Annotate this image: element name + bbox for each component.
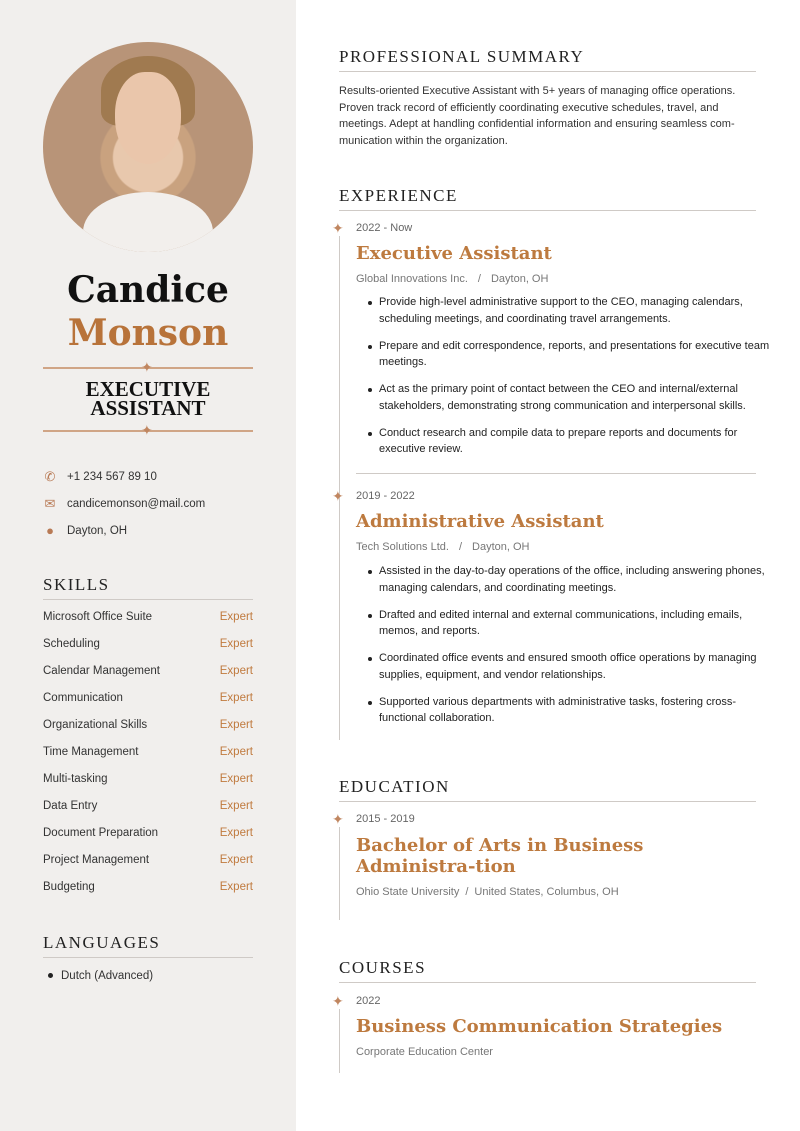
divider (43, 359, 253, 375)
summary-heading: PROFESSIONAL SUMMARY (339, 47, 756, 72)
job-dates: 2022 - Now (356, 222, 413, 234)
experience-heading: EXPERIENCE (339, 186, 756, 211)
star-icon: ✦ (332, 220, 344, 236)
skill-row (43, 881, 253, 893)
bullet: Act as the primary point of contact between the CEO and internal/external stakeholders, demonstrating strong communication and interpersonal skills. (379, 381, 774, 414)
education-org: Ohio State University / United States, Columbus, OH (356, 886, 619, 898)
skill-name: Data Entry (43, 800, 98, 812)
contact-email (43, 496, 205, 512)
skill-row (43, 800, 253, 812)
job-bullets (379, 563, 774, 737)
star-icon: ✦ (332, 811, 344, 827)
bullet: Assisted in the day-to-day operations of the office, including answering phones, managing calendars, and coordinating meetings. (379, 563, 774, 596)
school: Ohio State University (356, 886, 460, 898)
skill-level: Expert (219, 827, 253, 839)
phone-icon: ✆ (44, 469, 56, 484)
entry-divider (356, 473, 756, 474)
skills-heading: SKILLS (43, 575, 253, 600)
skill-name: Multi-tasking (43, 773, 108, 785)
skill-name: Calendar Management (43, 665, 160, 677)
job-org: Tech Solutions Ltd. / Dayton, OH (356, 541, 530, 553)
skill-name: Organizational Skills (43, 719, 148, 731)
company: Tech Solutions Ltd. (356, 541, 449, 553)
skill-name: Document Preparation (43, 827, 159, 839)
job-title (0, 377, 296, 420)
skill-level: Expert (219, 665, 253, 677)
email-text: candicemonson@mail.com (67, 498, 206, 510)
job-title: Executive Assistant (356, 243, 552, 264)
timeline-line (339, 827, 340, 920)
skill-row (43, 719, 253, 731)
course-dates: 2022 (356, 995, 381, 1007)
skill-level: Expert (219, 692, 253, 704)
skill-row (43, 692, 253, 704)
phone-text: +1 234 567 89 10 (67, 471, 157, 483)
skill-row (43, 827, 253, 839)
location-pin-icon: ● (46, 523, 54, 538)
skill-level: Expert (219, 611, 253, 623)
mail-icon: ✉ (44, 496, 56, 511)
star-icon: ✦ (141, 359, 153, 375)
skill-row (43, 854, 253, 866)
job-bullets (379, 294, 774, 468)
skill-level: Expert (219, 746, 253, 758)
skill-level: Expert (219, 719, 253, 731)
languages-heading: LANGUAGES (43, 933, 253, 958)
bullet: Drafted and edited internal and external communications, including emails, memos, and reports. (379, 607, 774, 640)
bullet: Provide high-level administrative support to the CEO, managing calendars, scheduling meetings, and coordinating travel arrangements. (379, 294, 774, 327)
bullet: Coordinated office events and ensured smooth office operations by managing supplies, equipment, and vendor relationships. (379, 650, 774, 683)
course-title: Business Communication Strategies (356, 1016, 723, 1037)
education-dates: 2015 - 2019 (356, 813, 415, 825)
location: Dayton, OH (472, 541, 530, 553)
skill-name: Budgeting (43, 881, 95, 893)
divider (43, 422, 253, 438)
skill-row (43, 611, 253, 623)
skill-row (43, 665, 253, 677)
skill-level: Expert (219, 773, 253, 785)
bullet: Prepare and edit correspondence, reports, and presentations for executive team meetings. (379, 338, 774, 371)
skill-row (43, 746, 253, 758)
skill-name: Microsoft Office Suite (43, 611, 153, 623)
skill-row (43, 638, 253, 650)
skill-level: Expert (219, 881, 253, 893)
company: Global Innovations Inc. (356, 273, 468, 285)
skill-level: Expert (219, 638, 253, 650)
star-icon: ✦ (332, 993, 344, 1009)
star-icon: ✦ (141, 422, 153, 438)
skill-name: Project Management (43, 854, 150, 866)
location-text: Dayton, OH (67, 524, 128, 537)
sidebar (0, 0, 296, 1131)
last-name: Monson (67, 312, 229, 354)
education-heading: EDUCATION (339, 777, 756, 802)
location: United States, Columbus, OH (474, 886, 619, 898)
job-org: Global Innovations Inc. / Dayton, OH (356, 273, 549, 285)
bullet: Supported various departments with administrative tasks, fostering cross-functional collaboration. (379, 694, 774, 727)
skill-level: Expert (219, 800, 253, 812)
timeline-line (339, 1009, 340, 1073)
summary-text: Results-oriented Executive Assistant with 5+ years of managing office operations. Proven track record of efficiently coordinating executive schedules, travel, and meetings. Adept at handling confidential information and ensuring seamless com-munication within the organization. (339, 85, 736, 147)
skill-name: Communication (43, 692, 123, 704)
degree: Bachelor of Arts in Business Administra-tion (356, 835, 644, 877)
job-title-line: EXECUTIVE (85, 377, 211, 401)
contact-location (43, 523, 127, 538)
bullet: Conduct research and compile data to prepare reports and documents for executive review. (379, 425, 774, 458)
location: Dayton, OH (490, 273, 549, 285)
skill-row (43, 773, 253, 785)
skill-name: Scheduling (43, 638, 100, 650)
job-title-line: ASSISTANT (90, 396, 206, 420)
skill-level: Expert (219, 854, 253, 866)
course-provider: Corporate Education Center (356, 1046, 493, 1058)
contact-phone (43, 469, 157, 485)
job-dates: 2019 - 2022 (356, 490, 415, 502)
star-icon: ✦ (332, 488, 344, 504)
job-title: Administrative Assistant (356, 511, 604, 532)
courses-heading: COURSES (339, 958, 756, 983)
language-item: Dutch (Advanced) (48, 970, 153, 982)
first-name: Candice (67, 269, 229, 311)
profile-photo (43, 42, 253, 252)
skill-name: Time Management (43, 746, 139, 758)
